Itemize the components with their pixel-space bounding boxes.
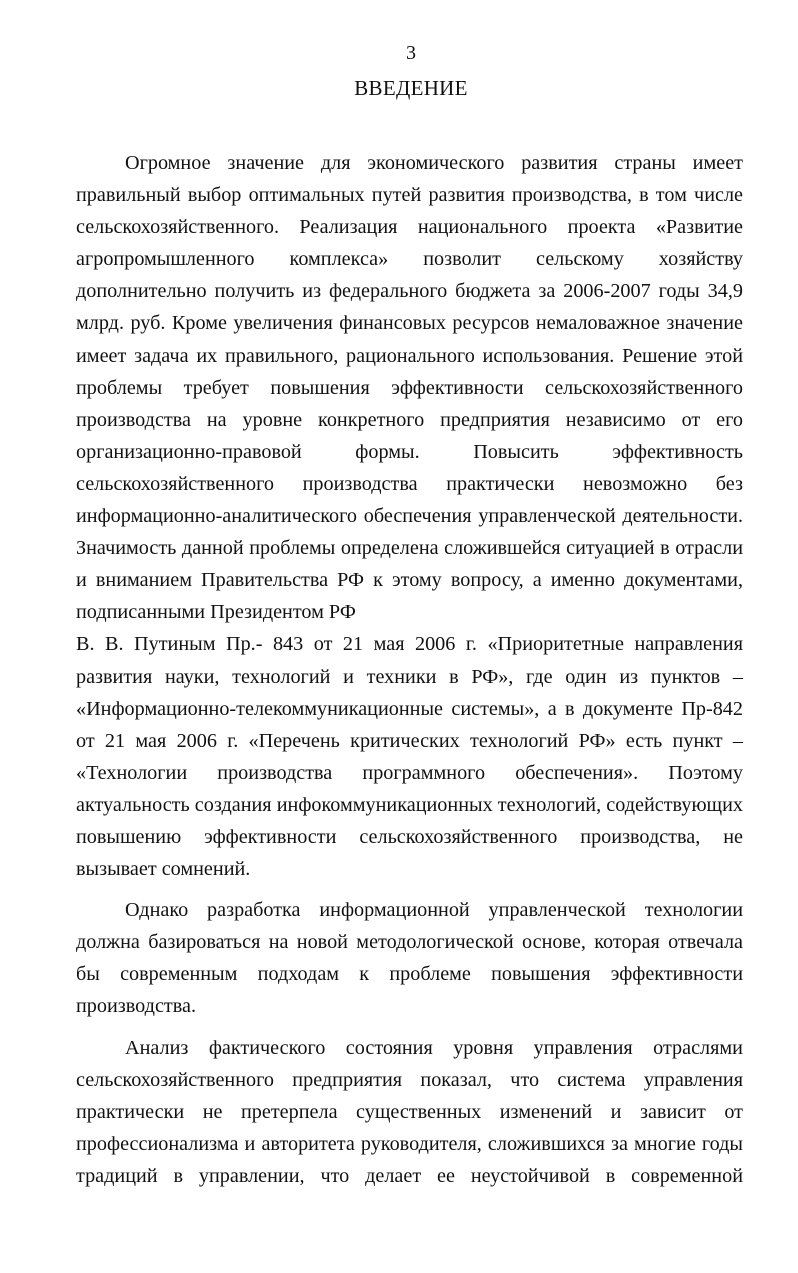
paragraph-line: млрд. руб. Кроме увеличения финансовых ресурсов немаловажное значение [76, 312, 743, 335]
paragraph-line: информационно-аналитического обеспечения управленческой деятельности. [76, 505, 743, 528]
paragraph-line: «Информационно-телекоммуникационные системы», а в документе Пр-842 [76, 697, 743, 720]
paragraph-line: подписанными Президентом РФ [76, 601, 356, 624]
paragraph-line: Однако разработка информационной управленческой технологии [125, 899, 743, 922]
paragraph-line: организационно-правовой формы. Повысить эффективность [76, 440, 743, 463]
paragraph-line: дополнительно получить из федерального бюджета за 2006-2007 годы 34,9 [76, 280, 743, 303]
paragraph-line: сельскохозяйственного. Реализация национального проекта «Развитие [76, 216, 743, 239]
paragraph-gap [76, 885, 743, 894]
paragraph-line: «Технологии производства программного обеспечения». Поэтому [76, 761, 743, 784]
paragraph-line: имеет задача их правильного, рационального использования. Решение этой [76, 344, 743, 367]
paragraph-line: бы современным подходам к проблеме повышения эффективности [76, 963, 743, 986]
paragraph-line: актуальность создания инфокоммуникационных технологий, содействующих [76, 793, 743, 816]
paragraph-line: Огромное значение для экономического развития страны имеет [125, 152, 743, 174]
page-number: 3 [406, 42, 416, 64]
paragraph-line: развития науки, технологий и техники в РФ», где один из пунктов – [76, 665, 743, 688]
paragraph-line: традиций в управлении, что делает ее неустойчивой в современной [76, 1164, 743, 1187]
paragraph-line: от 21 мая 2006 г. «Перечень критических технологий РФ» есть пункт – [76, 729, 743, 752]
paragraph-line: проблемы требует повышения эффективности сельскохозяйственного [76, 376, 743, 399]
paragraph-line: агропромышленного комплекса» позволит сельскому хозяйству [76, 248, 743, 271]
paragraph-line: производства на уровне конкретного предприятия независимо от его [76, 408, 743, 431]
paragraph-line: Значимость данной проблемы определена сложившейся ситуацией в отрасли [76, 537, 743, 560]
paragraph-line: повышению эффективности сельскохозяйственного производства, не [76, 825, 743, 848]
paragraph-line: Анализ фактического состояния уровня управления отраслями [125, 1036, 743, 1059]
page-title: ВВЕДЕНИЕ [354, 76, 468, 100]
paragraph-line: вызывает сомнений. [76, 858, 251, 881]
body-text [76, 147, 743, 1192]
paragraph-gap [76, 1023, 743, 1032]
paragraph-line: профессионализма и авторитета руководителя, сложившихся за многие годы [76, 1132, 743, 1155]
paragraph-line: сельскохозяйственного предприятия показал, что система управления [76, 1068, 743, 1091]
paragraph-line: и вниманием Правительства РФ к этому вопросу, а именно документами, [76, 569, 743, 592]
paragraph-line: правильный выбор оптимальных путей развития производства, в том числе [76, 184, 743, 207]
paragraph-line: В. В. Путиным Пр.- 843 от 21 мая 2006 г. «Приоритетные направления [76, 633, 743, 656]
paragraph-line: практически не претерпела существенных изменений и зависит от [76, 1100, 743, 1123]
paragraph-line: должна базироваться на новой методологической основе, которая отвечала [76, 931, 743, 954]
paragraph-line: производства. [76, 995, 197, 1018]
paragraph-line: сельскохозяйственного производства практически невозможно без [76, 472, 743, 495]
